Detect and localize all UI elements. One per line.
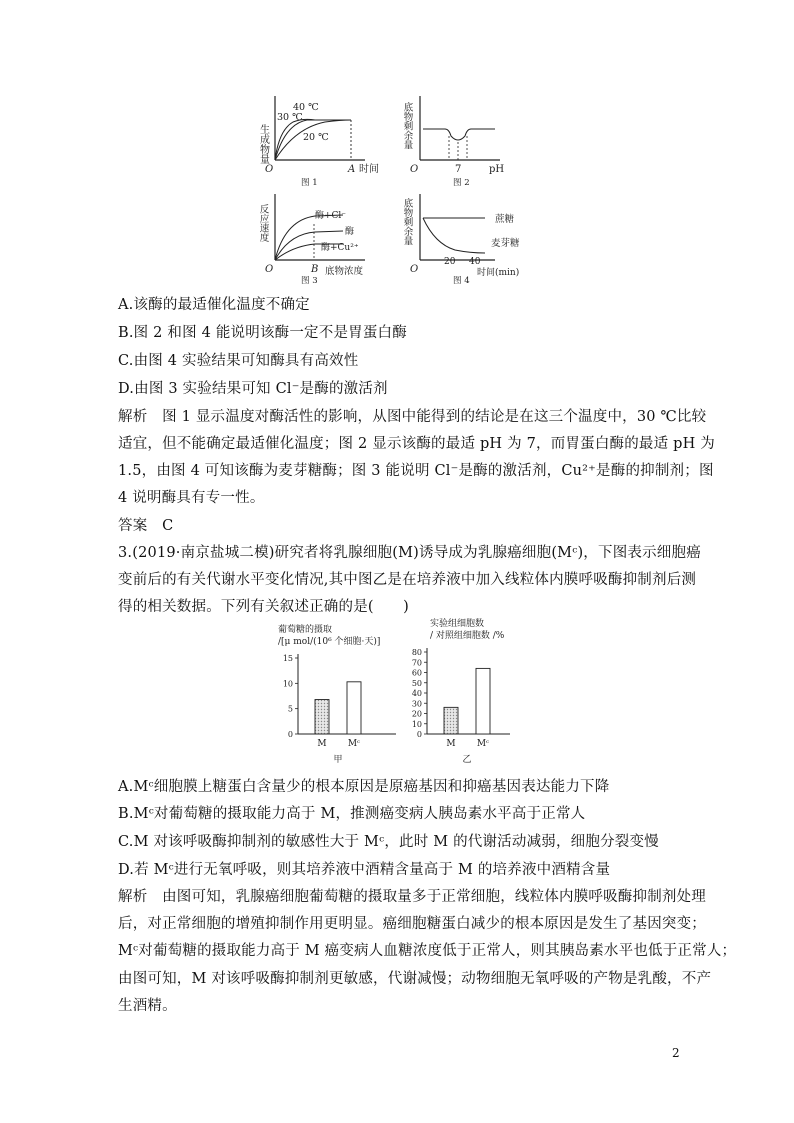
chart-jia-caption: 甲 xyxy=(333,755,343,765)
fig4-xlabel: 时间(min) xyxy=(477,268,520,278)
fig4-curve-maltose: 麦芽糖 xyxy=(491,238,520,249)
q3-option-c: C.M 对该呼吸酶抑制剂的敏感性大于 Mᶜ，此时 M 的代谢活动减弱，细胞分裂变慢 xyxy=(118,834,659,850)
fig3-curve-enzyme: 酶 xyxy=(345,227,355,237)
chart-jia-ytick-label: 0 xyxy=(287,730,293,739)
chart-yi-category-label: M xyxy=(446,739,456,749)
q3-option-b: B.Mᶜ对葡萄糖的摄取能力高于 M，推测癌变病人胰岛素水平高于正常人 xyxy=(118,806,586,822)
chart-yi-ytick-label: 10 xyxy=(411,719,422,729)
chart-jia-ytick-label: 5 xyxy=(287,704,293,714)
chart-yi-ytick-label: 80 xyxy=(411,648,422,657)
fig4-caption: 图 4 xyxy=(453,276,470,286)
q3-analysis-line-2: 后，对正常细胞的增殖抑制作用更明显。癌细胞糖蛋白减少的根本原因是发生了基因突变； xyxy=(118,916,706,932)
q3-option-d: D.若 Mᶜ进行无氧呼吸，则其培养液中酒精含量高于 M 的培养液中酒精含量 xyxy=(118,862,611,878)
chart-jia-ytick-label: 15 xyxy=(282,654,293,663)
fig1-origin: O xyxy=(265,164,274,175)
fig3-xmark: B xyxy=(311,264,319,275)
chart-yi-ytick-label: 0 xyxy=(416,730,422,739)
q2-analysis-line-1: 解析 图 1 显示温度对酶活性的影响，从图中能得到的结论是在这三个温度中，30 ℃比较 xyxy=(118,409,707,425)
chart-jia-title-line-1: 葡萄糖的摄取 xyxy=(278,625,333,635)
fig4-ylabel: 底物剩余量 xyxy=(401,198,413,246)
q2-answer: 答案 C xyxy=(118,518,174,534)
chart-jia-bar xyxy=(347,682,361,734)
fig4-curve-sucrose: 蔗糖 xyxy=(495,214,515,225)
chart-yi-ytick-label: 60 xyxy=(411,668,422,678)
chart-jia-ytick-label: 10 xyxy=(282,679,293,689)
fig1-xmark: A xyxy=(348,164,356,175)
chart-yi-title-line-2: / 对照组细胞数 /% xyxy=(430,631,505,641)
fig4-origin: O xyxy=(410,264,419,275)
fig3-curve-cl: 酶+Cl⁻ xyxy=(315,211,347,221)
chart-yi-ytick-label: 20 xyxy=(411,709,422,719)
chart-jia-bar xyxy=(315,700,329,734)
fig1-caption: 图 1 xyxy=(301,178,318,188)
q2-option-c: C.由图 4 实验结果可知酶具有高效性 xyxy=(118,353,359,369)
fig2-ylabel: 底物剩余量 xyxy=(401,102,413,150)
q2-analysis-line-3: 1.5，由图 4 可知该酶为麦芽糖酶；图 3 能说明 Cl⁻是酶的激活剂，Cu²⁺是酶的抑制剂；图 xyxy=(118,463,714,479)
metabolism-bar-charts xyxy=(272,618,522,768)
fig2-xlabel: pH xyxy=(489,164,505,175)
fig3-curve-cu: 酶+Cu²⁺ xyxy=(321,243,359,253)
q2-analysis-line-4: 4 说明酶具有专一性。 xyxy=(118,490,265,506)
page-number: 2 xyxy=(672,1046,680,1060)
enzyme-figures xyxy=(255,94,545,286)
fig4-xtick-40: 40 xyxy=(469,257,481,267)
chart-jia-category-label: Mᶜ xyxy=(347,739,361,749)
fig2-origin: O xyxy=(410,164,419,175)
fig1-ylabel: 生成物量 xyxy=(257,124,269,164)
q3-stem-line-1: 3.(2019·南京盐城二模)研究者将乳腺细胞(M)诱导成为乳腺癌细胞(Mᶜ)，下图表示细胞癌 xyxy=(118,545,701,561)
figure-1 xyxy=(258,96,380,188)
fig4-xtick-20: 20 xyxy=(444,257,456,267)
q3-analysis-line-3: Mᶜ对葡萄糖的摄取能力高于 M 癌变病人血糖浓度低于正常人，则其胰岛素水平也低于正常人； xyxy=(118,943,737,959)
chart-yi-bar xyxy=(444,707,458,734)
chart-yi-ytick-label: 70 xyxy=(411,658,422,668)
fig2-caption: 图 2 xyxy=(453,178,470,188)
q3-option-a: A.Mᶜ细胞膜上糖蛋白含量少的根本原因是原癌基因和抑癌基因表达能力下降 xyxy=(118,779,610,795)
figure-3 xyxy=(258,194,366,286)
figure-4 xyxy=(402,194,521,286)
fig1-curve-20: 20 ℃ xyxy=(303,132,329,143)
chart-yi-caption: 乙 xyxy=(462,755,472,765)
figure-2 xyxy=(402,96,505,188)
q3-analysis-line-1: 解析 由图可知，乳腺癌细胞葡萄糖的摄取量多于正常细胞，线粒体内膜呼吸酶抑制剂处理 xyxy=(118,889,706,905)
chart-jia-title-line-2: /[μ mol/(10⁶ 个细胞·天)] xyxy=(278,637,381,647)
fig1-xlabel: 时间 xyxy=(359,164,379,175)
chart-yi-title-line-1: 实验组细胞数 xyxy=(430,619,485,629)
q2-option-a: A.该酶的最适催化温度不确定 xyxy=(118,297,310,313)
fig3-origin: O xyxy=(265,264,274,275)
fig1-curve-40: 40 ℃ xyxy=(293,102,319,113)
fig3-caption: 图 3 xyxy=(301,276,318,286)
fig3-xlabel: 底物浓度 xyxy=(325,266,364,277)
chart-yi-ytick-label: 40 xyxy=(411,689,422,698)
chart-yi-ytick-label: 50 xyxy=(411,678,422,688)
q3-analysis-line-5: 生酒精。 xyxy=(118,998,177,1014)
q2-option-d: D.由图 3 实验结果可知 Cl⁻是酶的激活剂 xyxy=(118,381,388,397)
chart-jia-category-label: M xyxy=(317,739,327,749)
chart-yi-bar xyxy=(476,668,490,734)
q2-option-b: B.图 2 和图 4 能说明该酶一定不是胃蛋白酶 xyxy=(118,325,407,341)
fig1-curve-30: 30 ℃ xyxy=(277,112,303,123)
fig3-ylabel: 反应速度 xyxy=(257,204,269,242)
q2-analysis-line-2: 适宜，但不能确定最适催化温度；图 2 显示该酶的最适 pH 为 7，而胃蛋白酶的最适 pH 为 xyxy=(118,436,715,452)
q3-stem-line-3: 得的相关数据。下列有关叙述正确的是( ) xyxy=(118,599,410,615)
chart-yi-ytick-label: 30 xyxy=(411,699,422,709)
fig2-xmark: 7 xyxy=(455,164,462,175)
q3-stem-line-2: 变前后的有关代谢水平变化情况,其中图乙是在培养液中加入线粒体内膜呼吸酶抑制剂后测 xyxy=(118,572,697,588)
q3-analysis-line-4: 由图可知，M 对该呼吸酶抑制剂更敏感，代谢减慢；动物细胞无氧呼吸的产物是乳酸，不产 xyxy=(118,971,712,987)
chart-yi-category-label: Mᶜ xyxy=(476,739,490,749)
